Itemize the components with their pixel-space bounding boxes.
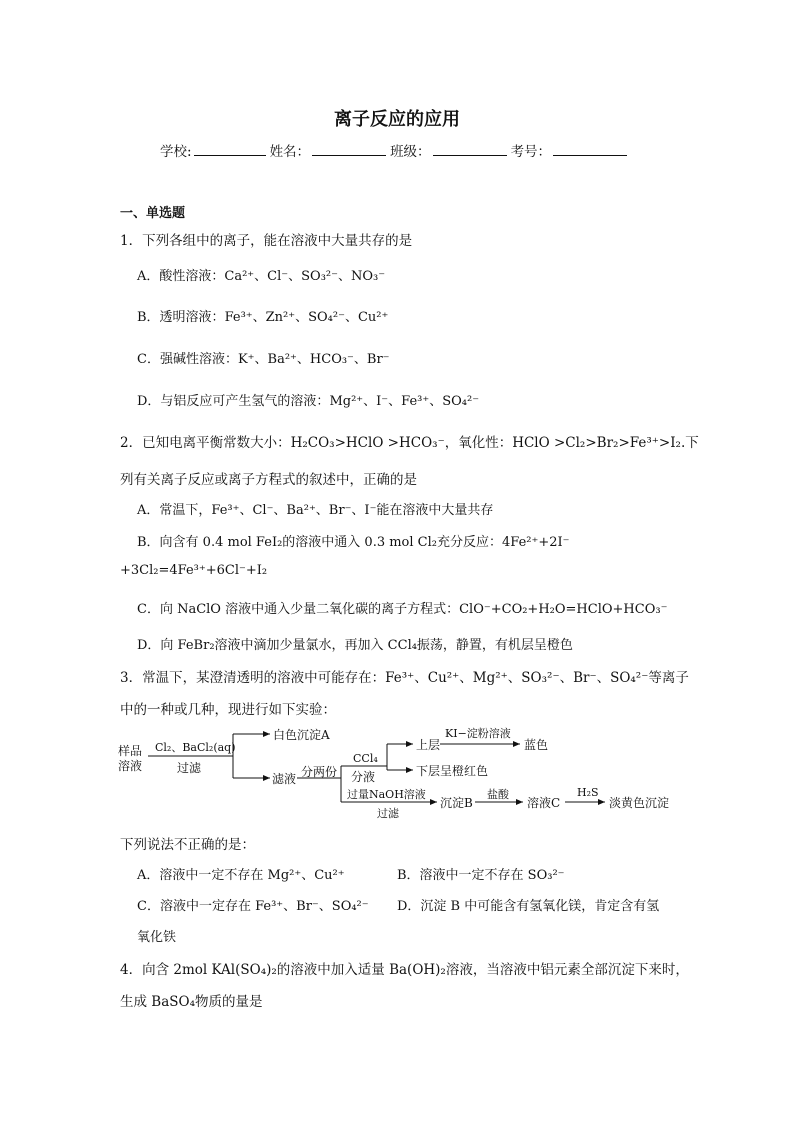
q1-option-b [137,306,388,325]
section-title: 一、单选题 [120,206,186,221]
diagram-sample-line1: 样品 [118,744,143,758]
diagram-yellow-ppt: 淡黄色沉淀 [609,796,670,810]
diagram-hcl: 盐酸 [487,788,509,801]
q1-b-prefix: B．透明溶液： [137,310,225,325]
diagram-ccl4-top: CCl₄ [353,752,378,765]
q1-a-ions: Ca²⁺、Cl⁻、SO₃²⁻、NO₃⁻ [224,269,386,284]
diagram-sample-line2: 溶液 [118,759,143,773]
school-blank[interactable] [194,141,266,156]
diagram-blue: 蓝色 [524,738,549,752]
q3-prompt: 下列说法不正确的是： [120,837,255,853]
q3-stem-line2: 中的一种或几种，现进行如下实验： [120,702,336,718]
q2-stem-line2: 列有关离子反应或离子方程式的叙述中，正确的是 [120,472,417,488]
q3-option-d-line1: D．沉淀 B 中可能含有氢氧化镁，肯定含有氢 [397,899,660,914]
name-label: 姓名： [269,144,311,160]
diagram-white-ppt: 白色沉淀A [273,728,330,742]
q1-c-prefix: C．强碱性溶液： [137,352,238,367]
student-info-line [160,140,631,160]
diagram-split: 分两份 [301,765,338,779]
diagram-ccl4-bottom: 分液 [351,770,376,784]
q3-stem-line1: 3．常温下，某澄清透明的溶液中可能存在：Fe³⁺、Cu²⁺、Mg²⁺、SO₃²⁻、Br⁻、SO₄²⁻等离子 [120,670,689,686]
diagram-reagent1-bottom: 过滤 [177,761,202,775]
q2-option-d: D．向 FeBr₂溶液中滴加少量氯水，再加入 CCl₄振荡，静置，有机层呈橙色 [137,638,573,653]
q2-option-a: A．常温下，Fe³⁺、Cl⁻、Ba²⁺、Br⁻、I⁻能在溶液中大量共存 [137,503,494,518]
diagram-solution-c: 溶液C [527,796,561,810]
diagram-ki-starch: KI−淀粉溶液 [445,727,511,740]
diagram-filtrate: 滤液 [272,772,297,786]
q2-option-b-line1: B．向含有 0.4 mol FeI₂的溶液中通入 0.3 mol Cl₂充分反应：4Fe²⁺+2I⁻ [137,535,570,550]
q2-option-c: C．向 NaClO 溶液中通入少量二氧化碳的离子方程式：ClO⁻+CO₂+H₂O=HClO+HCO₃⁻ [137,602,668,617]
q1-c-ions: K⁺、Ba²⁺、HCO₃⁻、Br⁻ [237,352,390,367]
q1-d-prefix: D．与铝反应可产生氢气的溶液： [137,394,330,409]
flow-arrows [115,722,695,822]
q3-option-b: B．溶液中一定不存在 SO₃²⁻ [397,868,565,883]
diagram-naoh-bottom: 过滤 [377,807,399,820]
diagram-upper-layer: 上层 [416,738,441,752]
exam-no-label: 考号： [510,144,552,160]
class-label: 班级： [390,144,431,160]
q1-stem: 1．下列各组中的离子，能在溶液中大量共存的是 [120,233,413,249]
diagram-reagent1-top: Cl₂、BaCl₂(aq) [155,741,236,754]
q4-stem-line1: 4．向含 2mol KAl(SO₄)₂的溶液中加入适量 Ba(OH)₂溶液，当溶液中铝元素全部沉淀下来时， [120,962,689,978]
q2-stem-line1: 2．已知电离平衡常数大小：H₂CO₃>HClO >HCO₃⁻，氧化性：HClO >Cl₂>Br₂>Fe³⁺>I₂.下 [120,435,699,451]
class-blank[interactable] [433,141,507,156]
q3-option-d-line2: 氧化铁 [137,930,177,945]
diagram-lower-layer: 下层呈橙红色 [416,764,489,778]
diagram-naoh-top: 过量NaOH溶液 [347,788,426,801]
q1-a-prefix: A．酸性溶液： [137,269,225,284]
q1-option-c [137,348,390,367]
q1-d-ions: Mg²⁺、I⁻、Fe³⁺、SO₄²⁻ [329,394,480,409]
q1-option-d [137,390,479,409]
q4-stem-line2: 生成 BaSO₄物质的量是 [120,994,263,1010]
experiment-flow-diagram [115,722,695,822]
name-blank[interactable] [312,141,386,156]
diagram-h2s: H₂S [577,786,599,799]
q1-option-a [137,265,385,284]
q3-option-c: C．溶液中一定存在 Fe³⁺、Br⁻、SO₄²⁻ [137,899,369,914]
q3-option-a: A．溶液中一定不存在 Mg²⁺、Cu²⁺ [137,868,345,883]
q2-option-b-line2: +3Cl₂=4Fe³⁺+6Cl⁻+I₂ [120,563,268,578]
page-title: 离子反应的应用 [334,109,460,130]
diagram-ppt-b: 沉淀B [440,796,473,810]
q1-b-ions: Fe³⁺、Zn²⁺、SO₄²⁻、Cu²⁺ [224,310,389,325]
exam-no-blank[interactable] [553,141,627,156]
school-label: 学校: [160,144,192,160]
